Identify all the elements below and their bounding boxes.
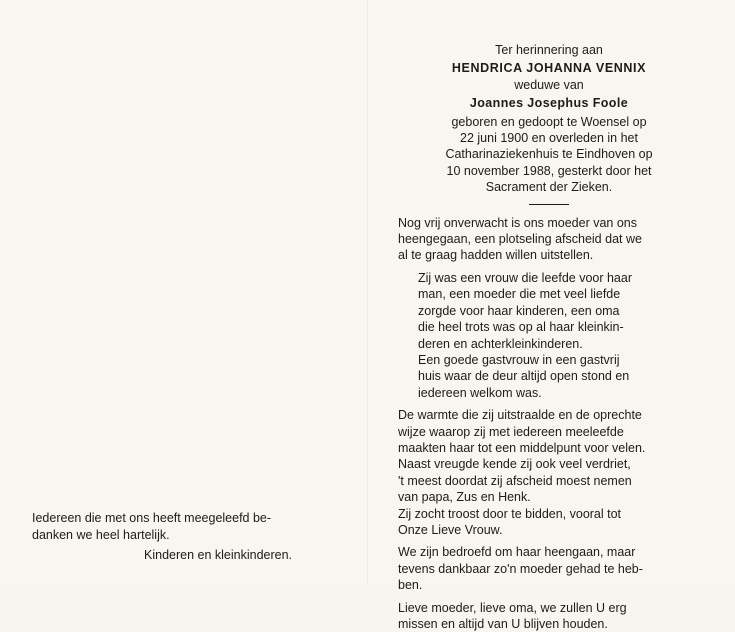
text-line: ben. xyxy=(398,578,423,593)
text-line: Onze Lieve Vrouw. xyxy=(398,522,503,537)
text-line: zorgde voor haar kinderen, een oma xyxy=(418,303,620,318)
bio-line: geboren en gedoopt te Woensel op xyxy=(451,114,647,129)
text-line: man, een moeder die met veel liefde xyxy=(418,287,621,302)
bio-line: 22 juni 1900 en overleden in het xyxy=(460,131,638,146)
card-fold xyxy=(367,0,368,584)
paragraph-5 xyxy=(398,600,700,632)
text-line: 't meest doordat zij afscheid moest nemen xyxy=(398,473,632,488)
text-line: Zij was een vrouw die leefde voor haar xyxy=(418,270,633,285)
bio-line: Sacrament der Zieken. xyxy=(485,180,613,195)
text-line: Nog vrij onverwacht is ons moeder van ons xyxy=(398,215,638,230)
paragraph-4 xyxy=(398,544,700,593)
spouse-name: Joannes Josephus Foole xyxy=(469,96,629,111)
text-line: We zijn bedroefd om haar heengaan, maar xyxy=(398,545,636,560)
memorial-text xyxy=(398,42,700,632)
divider xyxy=(529,204,569,205)
text-line: al te graag hadden willen uitstellen. xyxy=(398,248,594,263)
paragraph-3 xyxy=(398,407,700,538)
text-line: Zij zocht troost door te bidden, vooral tot xyxy=(398,506,622,521)
text-line: iedereen welkom was. xyxy=(418,385,542,400)
text-line: van papa, Zus en Henk. xyxy=(398,490,531,505)
text-line: Een goede gastvrouw in een gastvrij xyxy=(418,352,620,367)
thanks-line: Iedereen die met ons heeft meegeleefd be- xyxy=(32,511,272,525)
text-line: wijze waarop zij met iedereen meeleefde xyxy=(398,424,624,439)
text-line: heengegaan, een plotseling afscheid dat we xyxy=(398,232,642,247)
text-line: missen en altijd van U blijven houden. xyxy=(398,617,608,631)
thanks-block xyxy=(32,510,332,564)
paragraph-2 xyxy=(398,270,700,401)
widow-of-line: weduwe van xyxy=(514,77,584,92)
thanks-line: danken we heel hartelijk. xyxy=(32,528,170,542)
text-line: huis waar de deur altijd open stond en xyxy=(418,369,630,384)
deceased-name: HENDRICA JOHANNA VENNIX xyxy=(451,61,647,76)
text-line: tevens dankbaar zo'n moeder gehad te heb- xyxy=(398,561,643,576)
text-line: maakten haar tot een middelpunt voor velen. xyxy=(398,440,646,455)
bio-line: Catharinaziekenhuis te Eindhoven op xyxy=(445,147,653,162)
signature: Kinderen en kleinkinderen. xyxy=(144,548,293,562)
text-line: die heel trots was op al haar kleinkin- xyxy=(418,320,624,335)
biography xyxy=(398,114,700,196)
text-line: De warmte die zij uitstraalde en de oprechte xyxy=(398,408,642,423)
text-line: Naast vreugde kende zij ook veel verdriet, xyxy=(398,457,631,472)
bio-line: 10 november 1988, gesterkt door het xyxy=(446,163,652,178)
text-line: deren en achterkleinkinderen. xyxy=(418,336,583,351)
paragraph-1 xyxy=(398,215,700,264)
intro-line: Ter herinnering aan xyxy=(495,43,603,57)
text-line: Lieve moeder, lieve oma, we zullen U erg xyxy=(398,600,627,615)
